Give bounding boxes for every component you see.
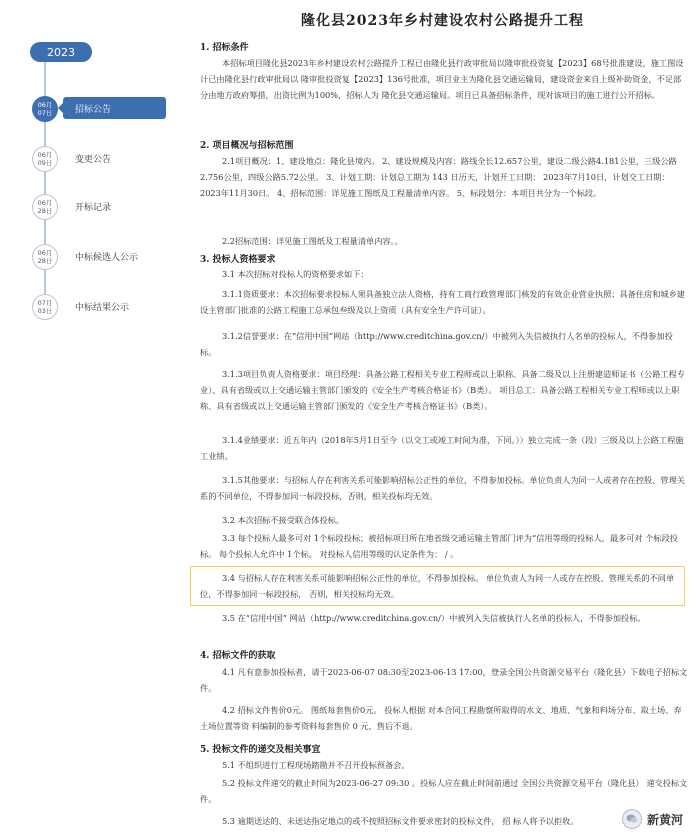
date-day: 28日	[37, 207, 53, 215]
date-day: 07日	[37, 109, 53, 117]
paragraph-3-1-2: 3.1.2信誉要求：在“信用中国”网站（http://www.creditchina.gov.cn/）中被列入失信被执行人名单的投标人，不得参加投标。	[200, 331, 673, 357]
timeline-item-label: 开标记录	[75, 202, 112, 213]
paragraph-3-1-4: 3.1.4业绩要求：近五年内（2018年5月1日至今（以交工或竣工时间为准，下同。））独立完成一条（段）三级及以上公路工程施工业绩。	[200, 435, 684, 461]
section-heading-5: 5. 投标文件的递交及相关事宜	[200, 745, 321, 755]
timeline-item-label: 中标结果公示	[75, 302, 130, 313]
timeline-item-label: 中标候选人公示	[75, 252, 139, 263]
date-day: 28日	[37, 257, 53, 265]
paragraph-4-2: 4.2 招标文件售价0元。 图纸每套售价0元。 投标人根据 对本合同工程勘察所取得的水文、地质、气象和料场分布、取土场、弃土场位置等资 料编制的参考资料每套售价 0 元，售后不退。	[200, 705, 682, 731]
section-heading-4: 4. 招标文件的获取	[200, 651, 276, 661]
paragraph-3-3: 3.3 每个投标人最多可对 1个标段投标；被招标项目所在地省级交通运输主管部门评为“信用等级的投标人，最多可对 个标段投标。 每个投标人允许中 1个标。 对投标人信用等级的认定条件为： / 。	[200, 533, 678, 559]
date-month: 07月	[37, 299, 53, 307]
section-heading-2: 2. 项目概况与招标范围	[200, 141, 294, 151]
watermark-text: 新黄河	[646, 812, 683, 827]
paragraph-2-2: 2.2招标范围：详见施工图纸及工程量清单内容。。	[222, 236, 403, 246]
timeline-date	[32, 294, 58, 320]
wechat-icon	[622, 809, 642, 829]
paragraph-1-1: 本招标项目隆化县2023年乡村建设农村公路提升工程已由隆化县行政审批局以隆审批投资复【2023】68号批准建设，施工图设计已由隆化县行政审批局以 隆审批投资复【2023】136号批准，项目业主为隆化县交通运输局，建设资金来自上级补助资金，不足部分由地方政府筹措，出资比例为100%，招标人为 隆化县交通运输局。项目已具备招标条件，现对该项目的施工进行公开招标。	[200, 58, 684, 100]
paragraph-5-1: 5.1 不组织进行工程现场踏勘并不召开投标预备会。	[222, 760, 410, 770]
timeline-item-label: 招标公告	[63, 97, 166, 119]
tender-document	[190, 0, 695, 837]
date-day: 09日	[37, 159, 53, 167]
timeline-date	[32, 146, 58, 172]
paragraph-3-1-5: 3.1.5其他要求：与招标人存在利害关系可能影响招标公正性的单位，不得参加投标。单位负责人为同一人或者存在控股、管理关系的不同单位，不得参加同一标段投标，否则，相关投标均无效。	[200, 475, 685, 501]
timeline-year-badge: 2023	[30, 42, 92, 62]
watermark	[622, 809, 683, 829]
date-month: 06月	[37, 249, 53, 257]
paragraph-3-1-1: 3.1.1资质要求：本次招标要求投标人须具备独立法人资格，持有工商行政管理部门核发的有效企业营业执照；具备住房和城乡建设主管部门批准的公路工程施工总承包叁级及以上资质（具有安全生产许可证）。	[200, 289, 685, 315]
timeline-date	[32, 244, 58, 270]
timeline-date	[32, 194, 58, 220]
paragraph-3-5: 3.5 在“信用中国” 网站（http://www.creditchina.gov.cn/）中被列入失信被执行人名单的投标人，不得参加投标。	[222, 613, 646, 623]
paragraph-3-4: 3.4 与招标人存在利害关系可能影响招标公正性的单位，不得参加投标。 单位负责人为同一人或存在控股、管理关系的不同单位，不得参加同一标段投标， 否则，相关投标均无效。	[200, 573, 675, 599]
paragraph-3-1-3: 3.1.3项目负责人资格要求：项目经理：具备公路工程相关专业工程师或以上职称、具备二级及以上注册建造师证书（公路工程专业）、具有省级或以上交通运输主管部门颁发的《安全生产考核合格证书》（B类）。 项目总工：具备公路工程相关专业工程师或以上职称、具有省级或以上交通运输主管部门颁发的《安全生产考核合格证书》（B类）。	[200, 369, 685, 411]
paragraph-3-2: 3.2 本次招标不接受联合体投标。	[222, 515, 345, 525]
timeline-sidebar	[0, 0, 185, 837]
paragraph-2-1: 2.1项目概况：1、建设地点：隆化县境内。 2、建设规模及内容：路线全长12.657公里，建设二级公路4.181公里，三级公路2.756公里，四级公路5.72公里。 3、计划工期：计划总工期为 143 日历天，计划开工日期： 2023年7月10日，计划交工日期：2023年11月30日。 4、招标范围：详见施工图纸及工程量清单内容。 5、标段划分：本项目共分为一个标段。	[200, 156, 677, 198]
section-heading-3: 3. 投标人资格要求	[200, 255, 276, 265]
date-month: 06月	[37, 151, 53, 159]
paragraph-4-1: 4.1 凡有意参加投标者，请于2023-06-07 08:30至2023-06-13 17:00，登录全国公共资源交易平台（隆化县）下载电子招标文件。	[200, 667, 688, 693]
date-day: 03日	[37, 307, 53, 315]
date-month: 06月	[37, 101, 53, 109]
document-title: 隆化县2023年乡村建设农村公路提升工程	[301, 13, 584, 29]
paragraph-3-1: 3.1 本次招标对投标人的资格要求如下：	[222, 269, 369, 279]
date-month: 06月	[37, 199, 53, 207]
section-heading-1: 1. 招标条件	[200, 43, 249, 53]
paragraph-5-2: 5.2 投标文件递交的截止时间为2023-06-27 09:30 。投标人应在截止时间前通过 全国公共资源交易平台（隆化县） 递交投标文件。	[200, 778, 688, 804]
timeline-item-label: 变更公告	[75, 154, 112, 165]
paragraph-5-3: 5.3 逾期送达的、未送达指定地点的或不按照招标文件要求密封的投标文件， 招 标人将予以拒收。	[222, 816, 579, 826]
timeline-date	[32, 96, 58, 122]
